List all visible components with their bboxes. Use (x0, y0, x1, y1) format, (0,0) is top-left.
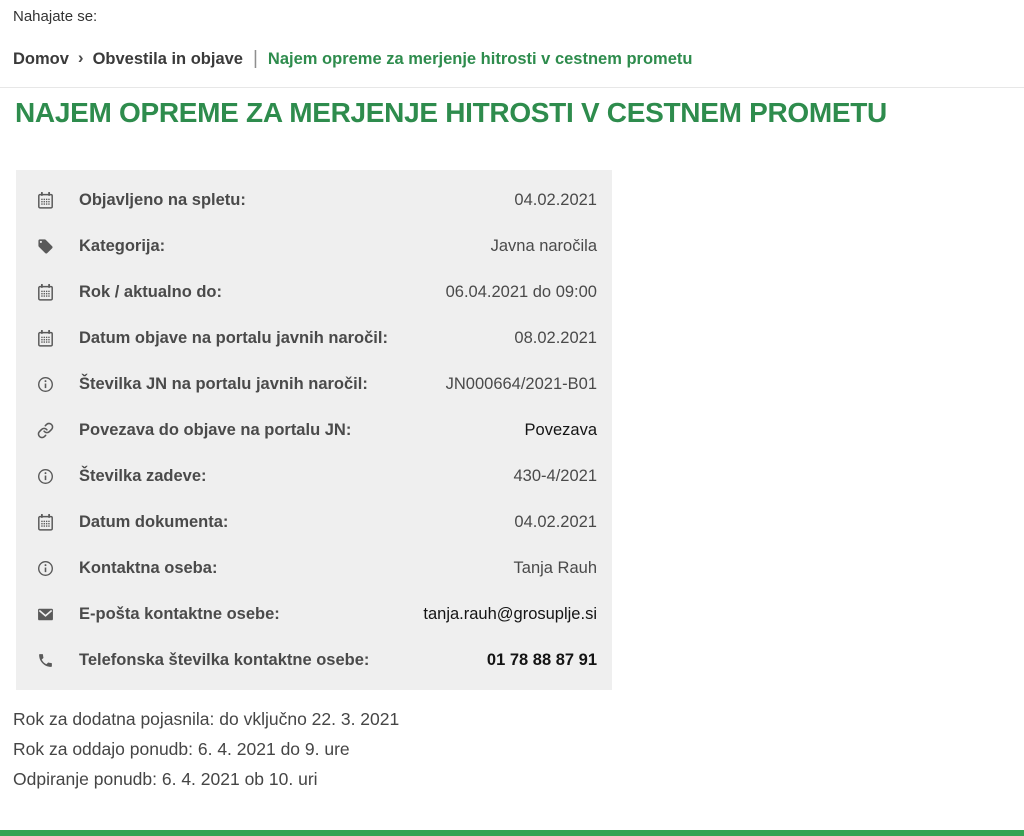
page-title: NAJEM OPREME ZA MERJENJE HITROSTI V CESTNEM PROMETU (15, 97, 887, 128)
tag-icon (37, 238, 54, 255)
infobox-row-value[interactable]: Povezava (524, 420, 597, 439)
infobox-row (16, 361, 612, 407)
infobox-row (16, 591, 612, 637)
pipe-separator: | (252, 48, 258, 69)
infobox-row-label: Kategorija: (79, 236, 166, 255)
infobox-row-value: 04.02.2021 (514, 512, 597, 531)
infobox-row-value[interactable]: 01 78 88 87 91 (486, 650, 597, 669)
calendar-icon (37, 192, 54, 209)
calendar-icon (37, 330, 54, 347)
infobox-row-value: 04.02.2021 (514, 190, 597, 209)
infobox-row-label: Objavljeno na spletu: (79, 190, 246, 209)
infobox-row-value[interactable]: tanja.rauh@grosuplje.si (423, 604, 597, 623)
detail-line: Odpiranje ponudb: 6. 4. 2021 ob 10. uri (13, 769, 318, 789)
infobox-row-label: Številka JN na portalu javnih naročil: (79, 374, 368, 393)
details-block (13, 704, 399, 794)
infobox-row-value: Javna naročila (490, 236, 597, 255)
infobox-row-label: E-pošta kontaktne osebe: (79, 604, 280, 623)
infobox-row (16, 407, 612, 453)
infobox-row (16, 269, 612, 315)
infobox-row (16, 177, 612, 223)
calendar-icon (37, 514, 54, 531)
link-icon (37, 422, 54, 439)
calendar-icon (37, 284, 54, 301)
infobox-row (16, 637, 612, 683)
header-divider (0, 87, 1024, 88)
infobox-row (16, 545, 612, 591)
info-icon (37, 376, 54, 393)
infobox-row-value: JN000664/2021-B01 (445, 374, 597, 393)
infobox-row-label: Rok / aktualno do: (79, 282, 223, 301)
breadcrumb (13, 48, 1024, 70)
infobox-row (16, 499, 612, 545)
breadcrumb-item-obvestila[interactable]: Obvestila in objave (92, 49, 243, 68)
infobox-row-value: 06.04.2021 do 09:00 (445, 282, 597, 301)
infobox-row-label: Telefonska številka kontaktne osebe: (79, 650, 370, 669)
infobox-row-value: 430-4/2021 (513, 466, 597, 485)
infobox-row-label: Povezava do objave na portalu JN: (79, 420, 352, 439)
infobox-row (16, 223, 612, 269)
location-label: Nahajate se: (13, 8, 98, 25)
breadcrumb-item-domov[interactable]: Domov (13, 49, 69, 68)
breadcrumb-current-page: Najem opreme za merjenje hitrosti v cestnem prometu (267, 49, 693, 68)
email-icon (37, 606, 54, 623)
infobox-row (16, 315, 612, 361)
infobox-row-label: Datum objave na portalu javnih naročil: (79, 328, 388, 347)
detail-line: Rok za oddajo ponudb: 6. 4. 2021 do 9. ure (13, 739, 350, 759)
infobox (16, 170, 612, 690)
infobox-row (16, 453, 612, 499)
infobox-row-label: Številka zadeve: (79, 466, 207, 485)
footer-green-bar (0, 830, 1024, 836)
info-icon (37, 468, 54, 485)
infobox-row-label: Kontaktna oseba: (79, 558, 218, 577)
detail-line: Rok za dodatna pojasnila: do vključno 22. 3. 2021 (13, 709, 400, 729)
phone-icon (37, 652, 54, 669)
infobox-row-label: Datum dokumenta: (79, 512, 229, 531)
chevron-right-icon: › (77, 48, 84, 67)
info-icon (37, 560, 54, 577)
infobox-row-value: 08.02.2021 (514, 328, 597, 347)
infobox-row-value: Tanja Rauh (513, 558, 597, 577)
